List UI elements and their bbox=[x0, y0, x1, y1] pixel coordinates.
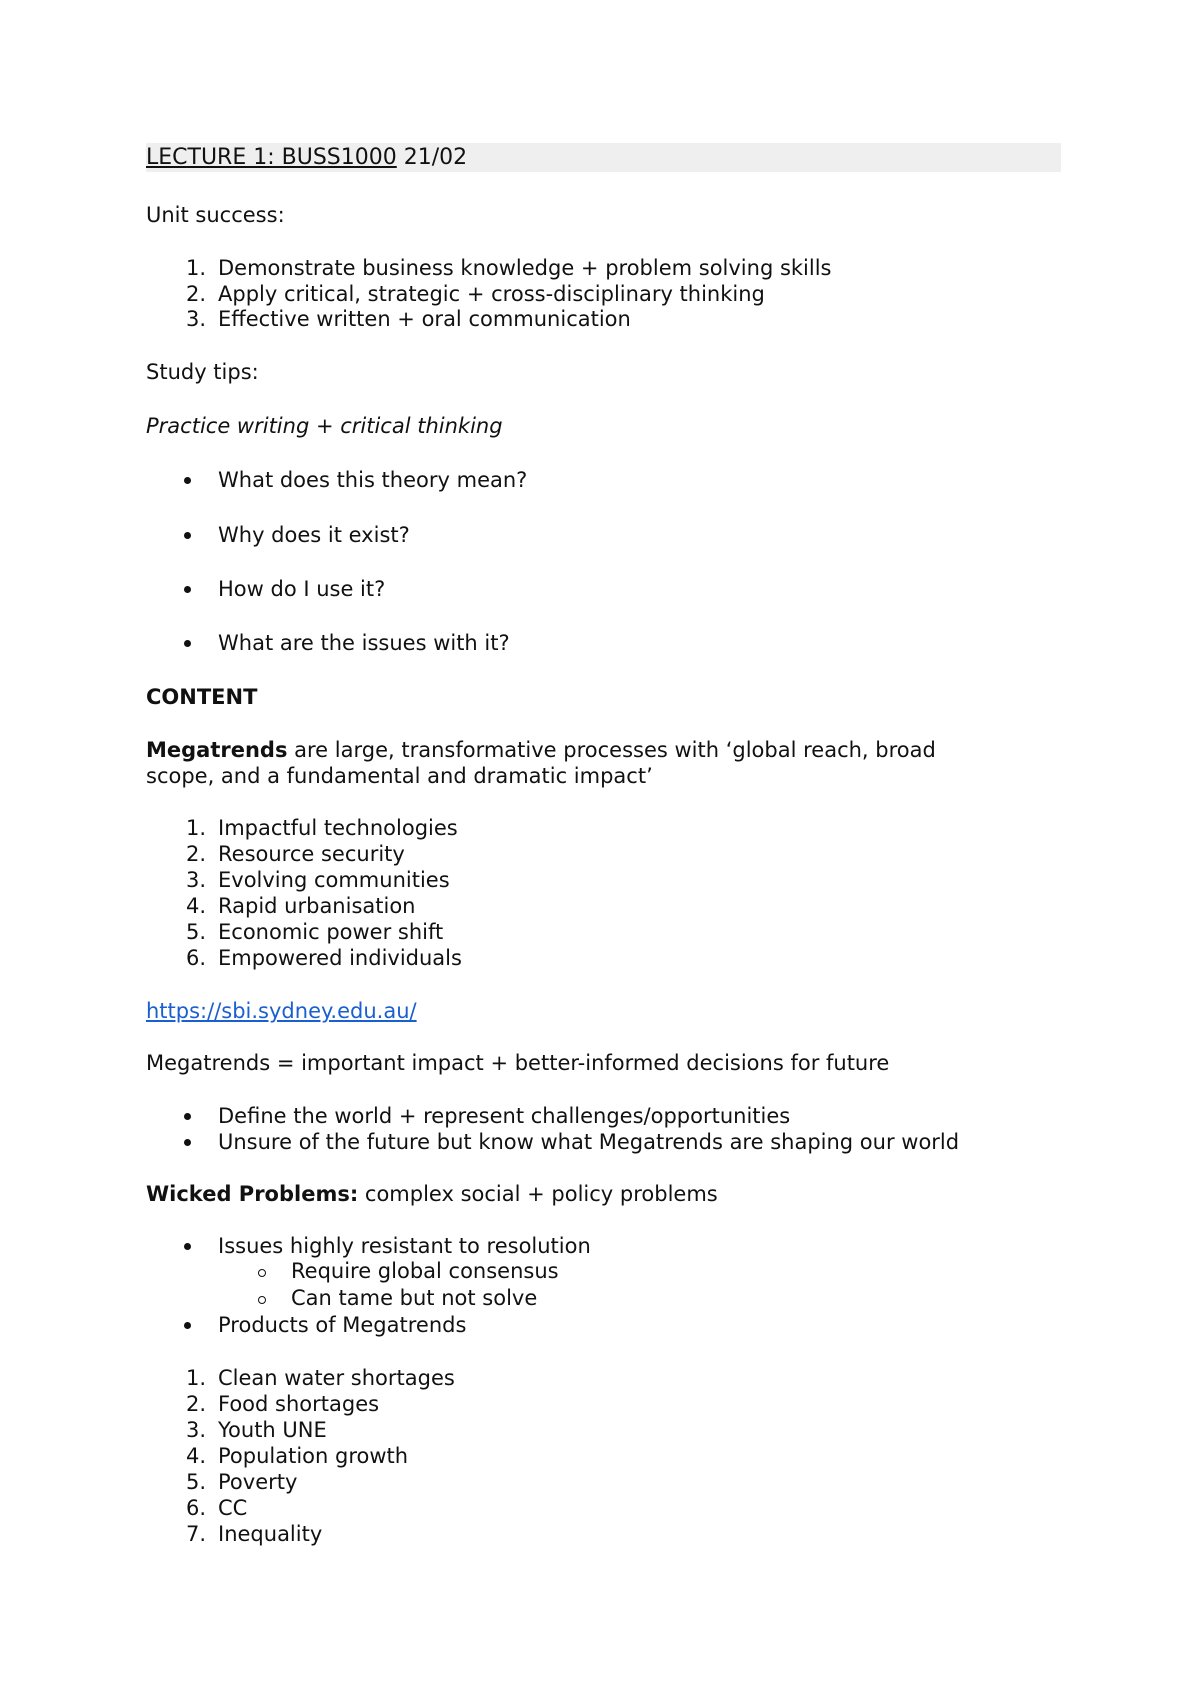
list-number: 4. bbox=[185, 1444, 206, 1468]
bullet-icon bbox=[184, 1139, 191, 1146]
list-number: 3. bbox=[185, 307, 206, 331]
list-number: 1. bbox=[185, 256, 206, 280]
megatrends-equation: Megatrends = important impact + better-informed decisions for future bbox=[146, 1051, 890, 1075]
list-item: Effective written + oral communication bbox=[218, 307, 631, 331]
bullet-icon bbox=[184, 532, 191, 539]
list-item: Empowered individuals bbox=[218, 946, 462, 970]
bullet-icon bbox=[184, 1322, 191, 1329]
list-item: Issues highly resistant to resolution bbox=[218, 1234, 591, 1258]
list-number: 2. bbox=[185, 842, 206, 866]
study-tips-subheading: Practice writing + critical thinking bbox=[146, 414, 503, 438]
wicked-term: Wicked Problems: bbox=[146, 1182, 359, 1206]
sub-list-item: Can tame but not solve bbox=[291, 1286, 538, 1310]
list-number: 4. bbox=[185, 894, 206, 918]
list-item: Rapid urbanisation bbox=[218, 894, 416, 918]
megatrends-term: Megatrends bbox=[146, 738, 288, 762]
list-number: 7. bbox=[185, 1522, 206, 1546]
list-number: 6. bbox=[185, 946, 206, 970]
list-item: How do I use it? bbox=[218, 577, 386, 601]
title-course: LECTURE 1: BUSS1000 bbox=[146, 145, 397, 170]
list-item: Evolving communities bbox=[218, 868, 450, 892]
megatrends-def-line2: scope, and a fundamental and dramatic impact’ bbox=[146, 764, 653, 788]
wicked-def: complex social + policy problems bbox=[358, 1182, 718, 1206]
page-title bbox=[146, 145, 467, 171]
unit-success-heading: Unit success: bbox=[146, 203, 285, 227]
list-item: Apply critical, strategic + cross-disciplinary thinking bbox=[218, 282, 765, 306]
list-item: Poverty bbox=[218, 1470, 298, 1494]
list-item: Economic power shift bbox=[218, 920, 444, 944]
list-number: 3. bbox=[185, 1418, 206, 1442]
list-item: Resource security bbox=[218, 842, 405, 866]
bullet-icon bbox=[184, 1113, 191, 1120]
hollow-bullet-icon bbox=[258, 1269, 266, 1277]
list-item: Clean water shortages bbox=[218, 1366, 455, 1390]
list-number: 2. bbox=[185, 1392, 206, 1416]
sbi-link[interactable]: https://sbi.sydney.edu.au/ bbox=[146, 999, 417, 1023]
list-item: Population growth bbox=[218, 1444, 409, 1468]
bullet-icon bbox=[184, 1243, 191, 1250]
list-number: 1. bbox=[185, 1366, 206, 1390]
list-item: Inequality bbox=[218, 1522, 323, 1546]
list-item: Products of Megatrends bbox=[218, 1313, 467, 1337]
list-item: Youth UNE bbox=[218, 1418, 327, 1442]
megatrends-definition bbox=[146, 737, 936, 763]
list-item: Demonstrate business knowledge + problem solving skills bbox=[218, 256, 832, 280]
bullet-icon bbox=[184, 477, 191, 484]
list-number: 6. bbox=[185, 1496, 206, 1520]
study-tips-heading: Study tips: bbox=[146, 360, 259, 384]
list-item: Unsure of the future but know what Megatrends are shaping our world bbox=[218, 1130, 960, 1154]
hollow-bullet-icon bbox=[258, 1296, 266, 1304]
list-number: 3. bbox=[185, 868, 206, 892]
bullet-icon bbox=[184, 640, 191, 647]
content-heading: CONTENT bbox=[146, 685, 258, 709]
list-number: 2. bbox=[185, 282, 206, 306]
list-item: Why does it exist? bbox=[218, 523, 410, 547]
list-item: What are the issues with it? bbox=[218, 631, 510, 655]
list-item: CC bbox=[218, 1496, 248, 1520]
list-item: What does this theory mean? bbox=[218, 468, 528, 492]
list-item: Impactful technologies bbox=[218, 816, 458, 840]
wicked-problems-definition bbox=[146, 1181, 718, 1207]
bullet-icon bbox=[184, 586, 191, 593]
title-date: 21/02 bbox=[396, 145, 468, 170]
megatrends-def-line1: are large, transformative processes with ‘global reach, broad bbox=[287, 738, 936, 762]
list-number: 5. bbox=[185, 1470, 206, 1494]
sub-list-item: Require global consensus bbox=[291, 1259, 559, 1283]
list-number: 1. bbox=[185, 816, 206, 840]
list-number: 5. bbox=[185, 920, 206, 944]
list-item: Define the world + represent challenges/opportunities bbox=[218, 1104, 791, 1128]
list-item: Food shortages bbox=[218, 1392, 380, 1416]
